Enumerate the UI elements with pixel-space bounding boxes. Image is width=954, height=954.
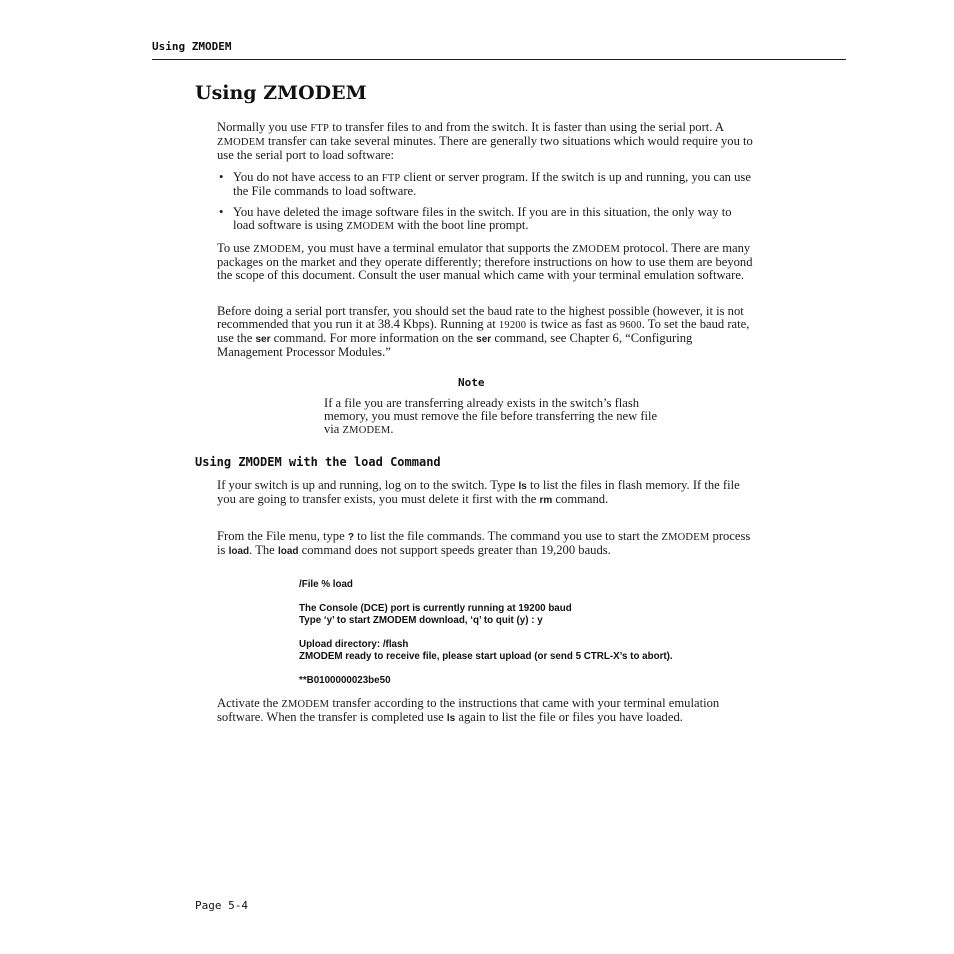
- text-span: is twice as fast as: [526, 317, 620, 331]
- text-span: command. For more information on the: [270, 331, 477, 345]
- note-heading: Note: [458, 376, 485, 389]
- command-ls: ls: [446, 713, 456, 724]
- terminal-emulator-paragraph: [217, 242, 757, 282]
- bullet-marker: •: [219, 170, 224, 184]
- zmodem-term: ZMODEM: [253, 244, 302, 255]
- file-menu-paragraph: [217, 530, 757, 558]
- text-span: protocol. There are many packages on the market and they operate differently; therefore instructions on how to use them are beyond the scope of this document. Consult the user manual which came with your terminal emulation software.: [217, 241, 753, 282]
- text-span: If your switch is up and running, log on to the switch. Type: [217, 478, 519, 492]
- text-span: transfer according to the instructions that came with your terminal emulation software. When the transfer is completed use: [217, 696, 720, 724]
- text-span: Before doing a serial port transfer, you should set the baud rate to the highest possible (however, it is not recommended that you run it at 38.4 Kbps). Running at: [217, 304, 744, 331]
- command-rm: rm: [539, 495, 553, 506]
- zmodem-term: ZMODEM: [217, 137, 265, 148]
- baud-rate-paragraph: [217, 305, 757, 359]
- text-span: with the boot line prompt.: [394, 218, 529, 232]
- text-span: process is: [217, 529, 751, 557]
- text-span: command.: [552, 492, 609, 506]
- text-span: command does not support speeds greater than 19,200 bauds.: [298, 543, 611, 557]
- text-span: to list the files in flash memory. If the file you are going to transfer exists, you must delete it first with the: [217, 478, 740, 506]
- code-line-console-status: The Console (DCE) port is currently running at 19200 baud: [299, 603, 572, 614]
- text-span: To use: [217, 241, 254, 255]
- command-help: ?: [347, 532, 354, 543]
- text-span: From the File menu, type: [217, 529, 348, 543]
- text-span: . To set the baud rate, use the: [217, 317, 750, 345]
- zmodem-term: ZMODEM: [342, 425, 391, 436]
- text-span: . The: [249, 543, 278, 557]
- code-line-command: /File % load: [299, 579, 353, 590]
- command-ser: ser: [255, 334, 271, 345]
- text-span: again to list the file or files you have loaded.: [455, 710, 683, 724]
- code-line-download-prompt: Type ‘y’ to start ZMODEM download, ‘q’ to quit (y) : y: [299, 615, 543, 626]
- zmodem-term: ZMODEM: [346, 221, 395, 232]
- activate-transfer-paragraph: [217, 697, 757, 725]
- note-body: [324, 397, 664, 437]
- text-span: command, see Chapter 6, “Configuring Management Processor Modules.”: [217, 331, 693, 359]
- page-title: Using ZMODEM: [195, 82, 367, 104]
- text-span: .: [390, 422, 394, 436]
- command-load: load: [228, 546, 250, 557]
- text-span: Normally you use: [217, 120, 311, 134]
- intro-paragraph: [217, 121, 757, 162]
- baud-number: 9600: [619, 320, 642, 331]
- page-number: Page 5-4: [195, 899, 248, 912]
- zmodem-term: ZMODEM: [281, 699, 330, 710]
- command-ls: ls: [518, 481, 527, 492]
- text-span: You have deleted the image software files in the switch. If you are in this situation, the only way to load software is using: [233, 205, 732, 232]
- bullet-item-deleted-files: [233, 206, 753, 233]
- text-span: , you must have a terminal emulator that supports the: [301, 241, 573, 255]
- running-header: Using ZMODEM: [152, 40, 232, 53]
- text-span: transfer can take several minutes. There are generally two situations which would require you to use the serial port to load software:: [217, 134, 753, 162]
- switch-login-paragraph: [217, 479, 757, 507]
- command-load: load: [277, 546, 299, 557]
- code-line-ready-message: ZMODEM ready to receive file, please start upload (or send 5 CTRL-X’s to abort).: [299, 651, 673, 662]
- section-heading: Using ZMODEM with the load Command: [195, 455, 441, 469]
- ftp-term: FTP: [310, 123, 330, 134]
- baud-number: 19200: [498, 320, 527, 331]
- code-line-upload-directory: Upload directory: /flash: [299, 639, 409, 650]
- code-line-transfer-header: **B0100000023be50: [299, 675, 391, 686]
- bullet-marker: •: [219, 205, 224, 219]
- text-span: If a file you are transferring already exists in the switch’s flash memory, you must remove the file before transferring the new file via: [324, 396, 658, 436]
- ftp-term: FTP: [381, 173, 401, 184]
- header-rule: [152, 59, 846, 60]
- bullet-item-no-ftp: [233, 171, 753, 198]
- text-span: to transfer files to and from the switch. It is faster than using the serial port. A: [329, 120, 724, 134]
- text-span: Activate the: [217, 696, 282, 710]
- command-ser: ser: [476, 334, 492, 345]
- zmodem-term: ZMODEM: [572, 244, 621, 255]
- text-span: client or server program. If the switch is up and running, you can use the File commands to load software.: [233, 170, 751, 198]
- zmodem-term: ZMODEM: [661, 532, 710, 543]
- text-span: to list the file commands. The command you use to start the: [353, 529, 662, 543]
- text-span: You do not have access to an: [233, 170, 382, 184]
